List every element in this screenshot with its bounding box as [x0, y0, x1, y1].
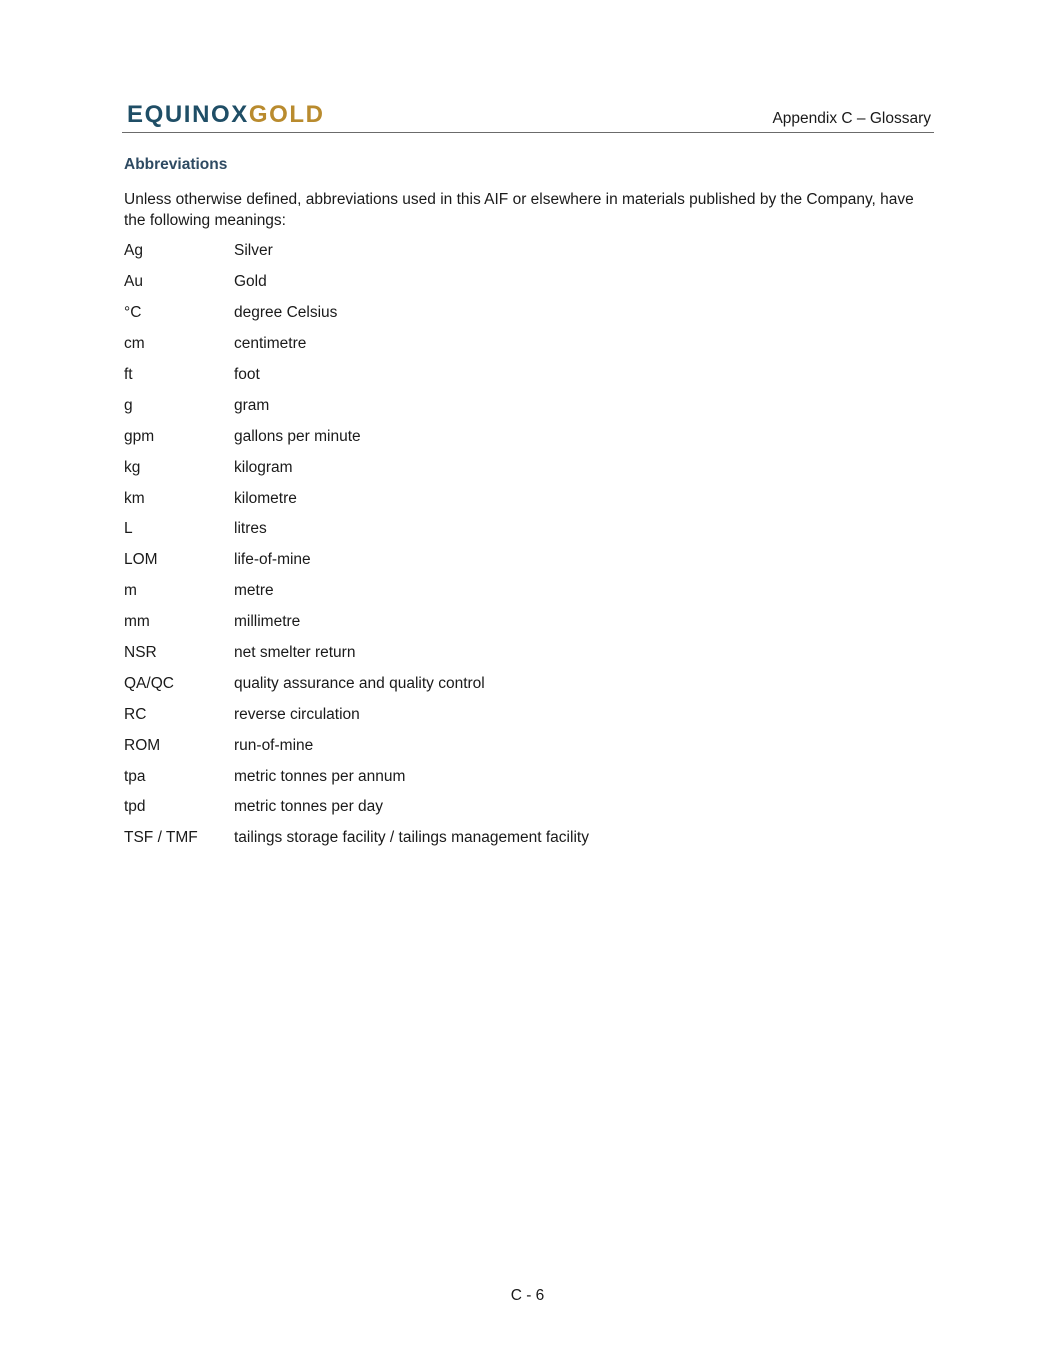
abbreviation-term: kg [124, 458, 141, 476]
abbreviation-term: ROM [124, 736, 161, 754]
abbreviation-row [124, 421, 824, 452]
abbreviation-definition: net smelter return [234, 644, 356, 662]
abbreviation-definition: quality assurance and quality control [234, 674, 485, 692]
logo-text-equinox: EQUINOX [127, 101, 249, 128]
page-header [122, 100, 934, 133]
abbreviation-list [124, 236, 824, 854]
abbreviation-term: Ag [124, 242, 143, 260]
abbreviation-definition: gram [234, 396, 270, 414]
abbreviation-term: km [124, 489, 145, 507]
abbreviation-definition: kilometre [234, 489, 297, 507]
abbreviation-row [124, 823, 824, 854]
abbreviation-term: ft [124, 366, 133, 383]
abbreviation-row [124, 236, 824, 267]
abbreviation-row [124, 390, 824, 421]
abbreviation-row [124, 576, 824, 607]
abbreviation-term: g [124, 396, 133, 414]
abbreviation-row [124, 761, 824, 792]
abbreviation-row [124, 730, 824, 761]
abbreviation-definition: gallons per minute [234, 427, 361, 445]
abbreviation-term: LOM [124, 551, 158, 569]
abbreviation-row [124, 607, 824, 638]
abbreviation-term: QA/QC [124, 674, 174, 692]
abbreviation-term: gpm [124, 427, 155, 445]
abbreviation-term: m [124, 582, 137, 600]
abbreviation-definition: litres [234, 520, 267, 538]
abbreviation-term: TSF / TMF [124, 829, 198, 847]
abbreviation-row [124, 298, 824, 329]
abbreviation-row [124, 452, 824, 483]
abbreviation-term: mm [124, 613, 150, 631]
abbreviation-term: tpa [124, 767, 146, 785]
abbreviation-definition: reverse circulation [234, 705, 360, 723]
abbreviation-row [124, 668, 824, 699]
abbreviation-definition: degree Celsius [234, 304, 338, 322]
abbreviation-definition: metric tonnes per annum [234, 767, 406, 785]
abbreviation-row [124, 699, 824, 730]
abbreviation-row [124, 267, 824, 298]
abbreviation-row [124, 360, 824, 391]
page-number: C - 6 [510, 1287, 545, 1304]
abbreviation-term: L [124, 520, 133, 538]
header-title: Appendix C – Glossary [772, 110, 931, 127]
abbreviation-term: Au [124, 273, 143, 291]
abbreviation-row [124, 545, 824, 576]
abbreviation-term: cm [124, 335, 145, 353]
abbreviation-term: °C [124, 304, 142, 322]
abbreviation-term: RC [124, 705, 147, 723]
abbreviation-definition: Silver [234, 242, 273, 260]
abbreviation-definition: metre [234, 582, 274, 600]
company-logo [127, 102, 325, 128]
logo-text-gold: GOLD [248, 101, 325, 128]
intro-paragraph: Unless otherwise defined, abbreviations used in this AIF or elsewhere in materials published by the Company, have the following meanings: [124, 191, 914, 229]
abbreviation-definition: metric tonnes per day [234, 798, 384, 816]
section-title: Abbreviations [124, 156, 228, 173]
abbreviation-definition: run-of-mine [234, 736, 314, 754]
abbreviation-definition: millimetre [234, 613, 301, 631]
abbreviation-row [124, 638, 824, 669]
abbreviation-definition: life-of-mine [234, 551, 311, 569]
abbreviation-definition: kilogram [234, 458, 293, 476]
abbreviation-term: NSR [124, 644, 157, 662]
abbreviation-row [124, 483, 824, 514]
abbreviation-definition: tailings storage facility / tailings management facility [234, 829, 589, 847]
abbreviation-definition: Gold [234, 273, 267, 291]
abbreviation-row [124, 792, 824, 823]
abbreviation-definition: foot [234, 366, 260, 383]
abbreviation-row [124, 329, 824, 360]
abbreviation-definition: centimetre [234, 335, 307, 353]
abbreviation-term: tpd [124, 798, 146, 816]
abbreviation-row [124, 514, 824, 545]
